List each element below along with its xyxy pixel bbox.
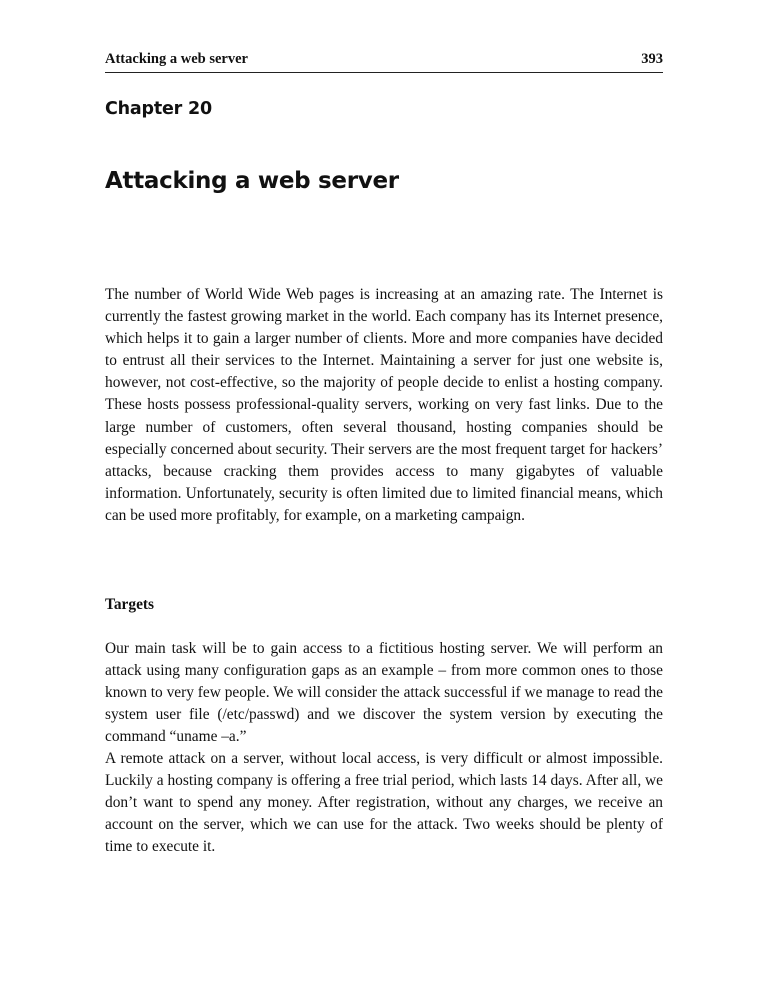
body-paragraph-intro: The number of World Wide Web pages is increasing at an amazing rate. The Internet is currently the fastest growing market in the world. Each company has its Internet presence, which helps it to gain a larger number of clients. More and more companies have decided to entrust all their services to the Internet. Maintaining a server for just one website is, however, not cost-effective, so the majority of people decide to enlist a hosting company. These hosts possess professional-quality servers, working on very fast links. Due to the large number of customers, often several thousand, hosting companies should be especially concerned about security. Their servers are the most frequent target for hackers’ attacks, because cracking them provides access to many gigabytes of valuable information. Unfortunately, security is often limited due to limited financial means, which can be used more profitably, for example, on a marketing campaign. <box>105 286 663 524</box>
body-paragraph-targets: Our main task will be to gain access to a fictitious hosting server. We will perform an attack using many configuration gaps as an example – from more common ones to those known to very few people. We will consider the attack successful if we manage to read the system user file (/etc/passwd) and we discover the system version by executing the command “uname –a.” <box>105 640 663 746</box>
running-head <box>105 50 663 73</box>
body-paragraph-remote-attack: A remote attack on a server, without local access, is very difficult or almost impossible. Luckily a hosting company is offering a free trial period, which lasts 14 days. After all, we don’t want to spend any money. After registration, without any charges, we receive an account on the server, which we can use for the attack. Two weeks should be plenty of time to execute it. <box>105 750 663 856</box>
book-page <box>105 0 663 994</box>
chapter-label: Chapter 20 <box>105 99 212 119</box>
page-number: 393 <box>641 51 663 67</box>
chapter-title: Attacking a web server <box>105 168 399 194</box>
running-head-title: Attacking a web server <box>105 51 248 67</box>
section-heading-targets: Targets <box>105 596 155 613</box>
